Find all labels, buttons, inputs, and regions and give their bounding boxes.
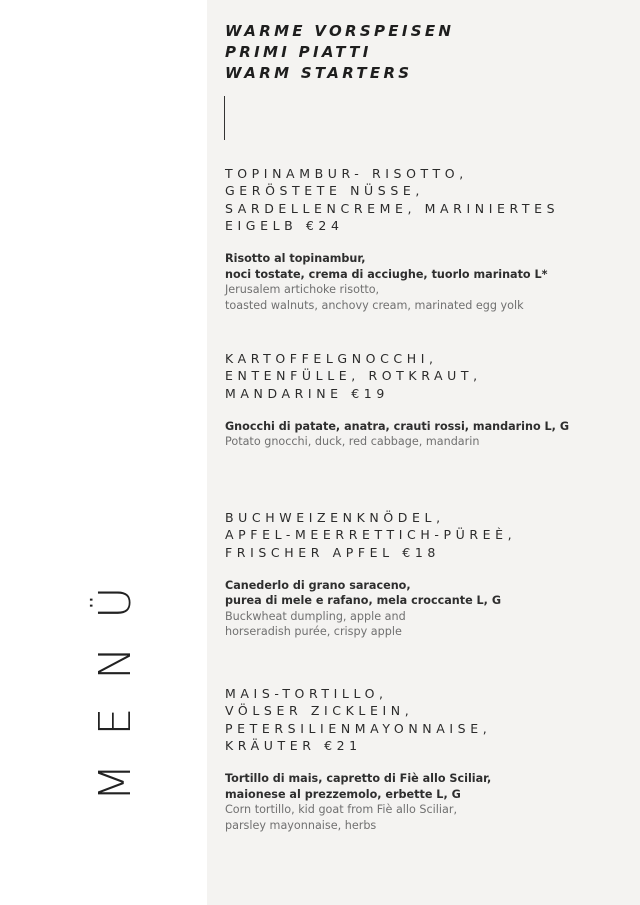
dish-title-line: SARDELLENCREME, MARINIERTES bbox=[225, 200, 560, 216]
dish-english-description bbox=[225, 282, 625, 313]
heading-line-german: WARME VORSPEISEN bbox=[225, 22, 455, 40]
dish-title-line: APFEL-MEERRETTICH-PÜREÈ, bbox=[225, 527, 517, 543]
dish-italian-line: noci tostate, crema di acciughe, tuorlo marinato L* bbox=[225, 267, 548, 281]
dish-english-line: Corn tortillo, kid goat from Fiè allo Sciliar, bbox=[225, 803, 458, 817]
heading-line-italian: PRIMI PIATTI bbox=[225, 43, 372, 61]
dish-italian-line: maionese al prezzemolo, erbette L, G bbox=[225, 787, 461, 801]
dish-title-line: PETERSILIENMAYONNAISE, bbox=[225, 720, 492, 736]
heading-line-english: WARM STARTERS bbox=[225, 64, 413, 82]
dish-english-line: Buckwheat dumpling, apple and bbox=[225, 609, 406, 623]
dish-title-line: KRÄUTER €21 bbox=[225, 737, 362, 753]
vertical-divider bbox=[224, 96, 225, 140]
dish-title-line: VÖLSER ZICKLEIN, bbox=[225, 703, 414, 719]
dish-title-line: MAIS-TORTILLO, bbox=[225, 686, 388, 701]
dish-english-description bbox=[225, 434, 625, 450]
dish-title-line: FRISCHER APFEL €18 bbox=[225, 544, 440, 560]
dish-english-line: Jerusalem artichoke risotto, bbox=[225, 283, 380, 297]
left-panel bbox=[0, 0, 207, 905]
dish-italian-line: Gnocchi di patate, anatra, crauti rossi, mandarino L, G bbox=[225, 419, 570, 433]
dish-title bbox=[225, 350, 625, 402]
dish-italian-description bbox=[225, 251, 625, 282]
dish-italian-line: Risotto al topinambur, bbox=[225, 252, 366, 266]
dish-title-line: ENTENFÜLLE, ROTKRAUT, bbox=[225, 368, 482, 384]
dish-topinambur-risotto bbox=[225, 165, 625, 313]
dish-title-line: BUCHWEIZENKNÖDEL, bbox=[225, 510, 445, 525]
dish-italian-line: purea di mele e rafano, mela croccante L, G bbox=[225, 594, 502, 608]
menu-vertical-title: MENÜ bbox=[90, 558, 141, 802]
dish-title-line: GERÖSTETE NÜSSE, bbox=[225, 183, 424, 199]
dish-english-description bbox=[225, 609, 625, 640]
dish-title-line: KARTOFFELGNOCCHI, bbox=[225, 351, 438, 366]
dish-title-line: TOPINAMBUR- RISOTTO, bbox=[225, 166, 468, 181]
dish-italian-line: Canederlo di grano saraceno, bbox=[225, 578, 411, 592]
dish-italian-description bbox=[225, 419, 625, 435]
dish-english-line: horseradish purée, crispy apple bbox=[225, 625, 402, 639]
dish-italian-description bbox=[225, 578, 625, 609]
dish-title-line: EIGELB €24 bbox=[225, 217, 344, 233]
dish-title-line: MANDARINE €19 bbox=[225, 385, 389, 401]
dish-title bbox=[225, 165, 625, 234]
dish-kartoffelgnocchi bbox=[225, 350, 625, 450]
dish-buchweizenknoedel bbox=[225, 509, 625, 640]
section-heading bbox=[225, 21, 454, 84]
dish-english-description bbox=[225, 802, 625, 833]
dish-english-line: toasted walnuts, anchovy cream, marinated egg yolk bbox=[225, 298, 524, 312]
dish-english-line: Potato gnocchi, duck, red cabbage, mandarin bbox=[225, 435, 480, 449]
dish-title bbox=[225, 509, 625, 561]
dish-english-line: parsley mayonnaise, herbs bbox=[225, 818, 377, 832]
dish-italian-line: Tortillo di mais, capretto di Fiè allo Sciliar, bbox=[225, 772, 492, 786]
dish-mais-tortillo bbox=[225, 685, 625, 833]
dish-title bbox=[225, 685, 625, 754]
dish-italian-description bbox=[225, 771, 625, 802]
